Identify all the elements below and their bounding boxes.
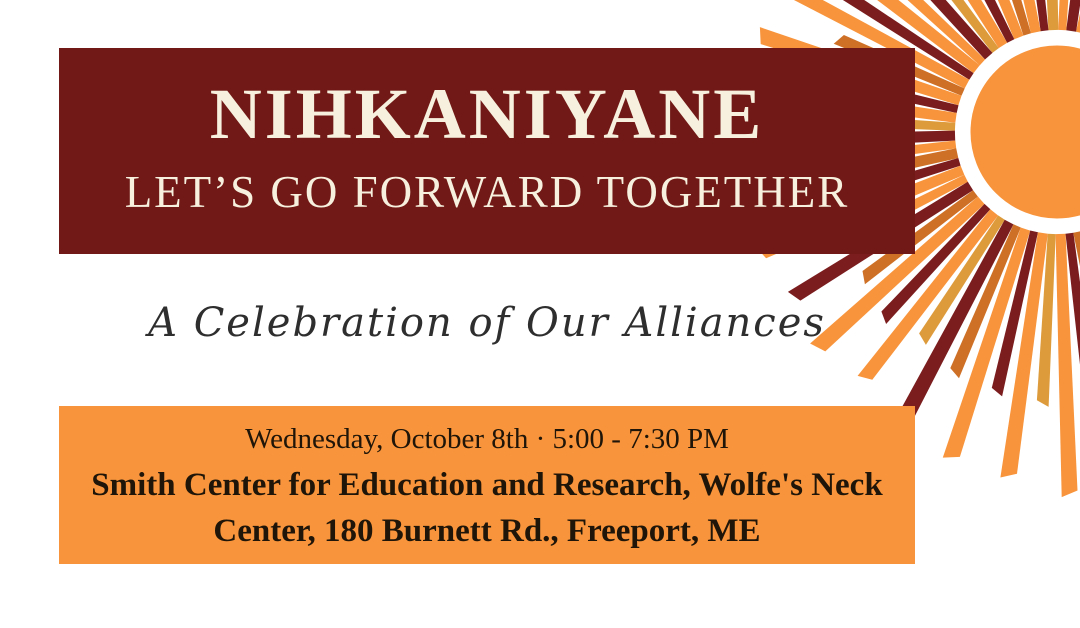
tagline-script-text: A Celebration of Our Alliances	[148, 300, 826, 346]
event-title: NIHKANIYANE	[209, 73, 765, 154]
sun-disc	[969, 44, 1080, 220]
details-banner	[59, 406, 915, 564]
event-datetime: Wednesday, October 8th · 5:00 - 7:30 PM	[245, 422, 729, 455]
event-location-line2: Center, 180 Burnett Rd., Freeport, ME	[213, 512, 761, 549]
event-location-line1: Smith Center for Education and Research, Wolfe's Neck	[91, 467, 883, 504]
title-banner	[59, 48, 915, 254]
event-subtitle: LET’S GO FORWARD TOGETHER	[124, 166, 850, 217]
